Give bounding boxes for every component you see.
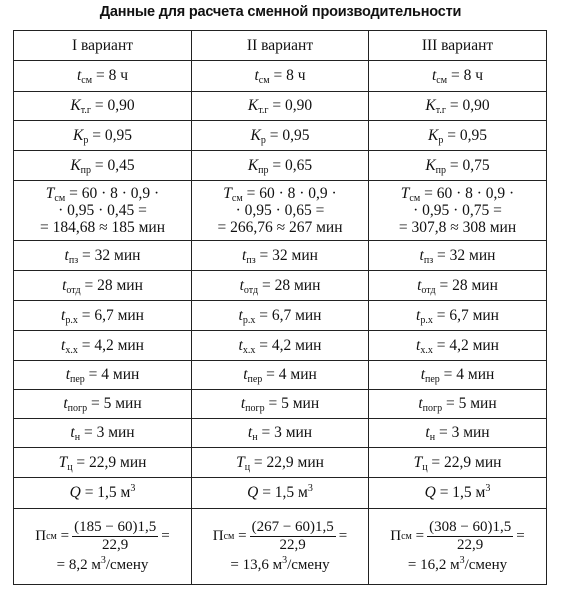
productivity-formula: П см = $\frac{(308 - 60)1,5}{22,9}$ = bbox=[390, 519, 525, 553]
row-Tsm: $T_{см} = 60 \cdot 8 \cdot 0,9$ · · 0,95 · 0,45 = = 184,68 ≈ 185 мин $T_{см} = 60 \cdot 8 \cdot 0,9$ · · 0,95 · 0,65 = = 266,76 ≈ 267 мин $T_{см} = 60 \cdot 8 \cdot 0,9$ · · 0,95 · 0,75 = = 307,8 ≈ 308 мин bbox=[14, 181, 547, 241]
fraction-denominator: 22,9 bbox=[457, 537, 484, 553]
header-variant-3: III вариант bbox=[369, 31, 547, 61]
fraction-numerator: (267 − 60)1,5 bbox=[251, 519, 334, 535]
productivity-result: = 13,6 $м^3$/смену bbox=[230, 555, 330, 573]
cell-value: = 28 мин bbox=[84, 276, 143, 294]
row-ktg: $K_{т.г} = 0,90$ $K_{т.г} = 0,90$ $K_{т.г} = 0,90$ bbox=[14, 92, 547, 121]
cell-value: = 4,2 мин bbox=[259, 336, 322, 354]
cell-value: = 32 мин bbox=[259, 246, 318, 264]
productivity-result: = 16,2 $м^3$/смену bbox=[407, 555, 508, 573]
productivity-formula: П см = $\frac{(267 - 60)1,5}{22,9}$ = bbox=[212, 519, 348, 553]
formula-line: = 266,76 ≈ 267 мин bbox=[217, 219, 343, 236]
fraction-denominator: 22,9 bbox=[102, 537, 129, 553]
productivity-formula: П см = $\frac{(185 - 60)1,5}{22,9}$ = bbox=[35, 519, 170, 553]
cell-value: = 1,5 м bbox=[439, 484, 486, 501]
cell-value: = 32 мин bbox=[437, 246, 496, 264]
cell-value: = 0,75 bbox=[449, 156, 490, 174]
cell-value: = 8 ч bbox=[273, 67, 306, 84]
row-tpz: $t_{пз} = 32$ мин $t_{пз} = 32$ мин $t_{пз} = 32$ мин bbox=[14, 241, 547, 271]
cell-value: = 5 мин bbox=[91, 395, 142, 412]
row-totd: $t_{отд} = 28$ мин $t_{отд} = 28$ мин $t_{отд} = 28$ мин bbox=[14, 271, 547, 301]
header-variant-2: II вариант bbox=[192, 31, 369, 61]
cell-value: = 0,65 bbox=[272, 156, 313, 174]
row-tpogr: $t_{погр} = 5$ мин $t_{погр} = 5$ мин $t_{погр} = 5$ мин bbox=[14, 390, 547, 419]
row-kr: $K_р = 0,95$ $K_р = 0,95$ $K_р = 0,95$ bbox=[14, 121, 547, 151]
cell-value: = 22,9 мин bbox=[76, 453, 147, 471]
formula-line: · 0,95 · 0,45 = bbox=[58, 202, 147, 219]
cell-value: = 1,5 м bbox=[84, 484, 131, 501]
cell-value: = 32 мин bbox=[82, 246, 141, 264]
cell-value: = 4 мин bbox=[88, 366, 140, 383]
row-kpr: $K_{пр} = 0,45$ $K_{пр} = 0,65$ $K_{пр} = 0,75$ bbox=[14, 151, 547, 181]
cell-value: = 8 ч bbox=[95, 67, 128, 84]
cell-value: = 6,7 мин bbox=[81, 306, 144, 324]
cell-value: = 8 ч bbox=[450, 67, 483, 84]
cell-value: = 1,5 м bbox=[262, 484, 308, 501]
cell-value: = 0,95 bbox=[92, 126, 132, 144]
cell-value: = 0,95 bbox=[447, 126, 487, 144]
cell-value: = 6,7 мин bbox=[259, 306, 322, 324]
header-row bbox=[14, 31, 547, 61]
cell-value: = 0,90 bbox=[94, 97, 135, 114]
cell-value: = 28 мин bbox=[439, 276, 498, 294]
cell-value: = 5 мин bbox=[446, 395, 497, 412]
cell-value: = 0,45 bbox=[94, 156, 135, 174]
formula-line: · 0,95 · 0,65 = bbox=[235, 202, 325, 219]
cell-value: = 4,2 мин bbox=[81, 336, 144, 354]
formula-line: = 184,68 ≈ 185 мин bbox=[39, 219, 166, 236]
row-Psm bbox=[14, 509, 547, 585]
cell-value: = 3 мин bbox=[83, 424, 135, 441]
cell-value: = 4 мин bbox=[266, 366, 317, 383]
cell-value: = 6,7 мин bbox=[436, 306, 499, 324]
formula-line: = 307,8 ≈ 308 мин bbox=[398, 219, 517, 236]
cell-value: = 0,95 bbox=[269, 126, 310, 144]
formula-line: = 60 · 8 · 0,9 · bbox=[424, 185, 515, 202]
productivity-result: = 8,2 $м^3$/смену bbox=[56, 555, 149, 573]
cell-value: = 22,9 мин bbox=[253, 453, 324, 471]
formula-line: = 60 · 8 · 0,9 · bbox=[246, 185, 337, 202]
cell-value: = 4 мин bbox=[443, 366, 495, 383]
row-tsm: $t_{см} = 8$ ч $t_{см} = 8$ ч $t_{см} = 8$ ч bbox=[14, 61, 547, 92]
cell-value: = 3 мин bbox=[438, 424, 490, 441]
fraction-denominator: 22,9 bbox=[279, 537, 306, 553]
fraction-numerator: (308 − 60)1,5 bbox=[429, 519, 512, 535]
row-txx: $t_{х.х} = 4,2$ мин $t_{х.х} = 4,2$ мин $t_{х.х} = 4,2$ мин bbox=[14, 331, 547, 361]
formula-line: · 0,95 · 0,75 = bbox=[413, 202, 502, 219]
header-variant-1: I вариант bbox=[14, 31, 192, 61]
row-tn: $t_н = 3$ мин $t_н = 3$ мин $t_н = 3$ мин bbox=[14, 419, 547, 448]
row-trx: $t_{р.х} = 6,7$ мин $t_{р.х} = 6,7$ мин $t_{р.х} = 6,7$ мин bbox=[14, 301, 547, 331]
data-table bbox=[13, 30, 547, 585]
cell-value: = 28 мин bbox=[262, 276, 321, 294]
table-title: Данные для расчета сменной производительности bbox=[99, 4, 462, 20]
row-Tc: $T_ц = 22,9$ мин $T_ц = 22,9$ мин $T_ц = 22,9$ мин bbox=[14, 448, 547, 478]
fraction-numerator: (185 − 60)1,5 bbox=[74, 519, 157, 535]
row-Q: Q = 1,5 $м^3$ Q = 1,5 $м^3$ Q = 1,5 $м^3$ bbox=[14, 478, 547, 509]
cell-value: = 3 мин bbox=[261, 424, 313, 441]
cell-value: = 22,9 мин bbox=[431, 453, 502, 471]
cell-value: = 5 мин bbox=[268, 395, 320, 412]
formula-line: = 60 · 8 · 0,9 · bbox=[69, 185, 160, 202]
cell-value: = 0,90 bbox=[449, 97, 490, 114]
row-tper: $t_{пер} = 4$ мин $t_{пер} = 4$ мин $t_{пер} = 4$ мин bbox=[14, 361, 547, 390]
cell-value: = 0,90 bbox=[272, 97, 313, 114]
cell-value: = 4,2 мин bbox=[436, 336, 499, 354]
